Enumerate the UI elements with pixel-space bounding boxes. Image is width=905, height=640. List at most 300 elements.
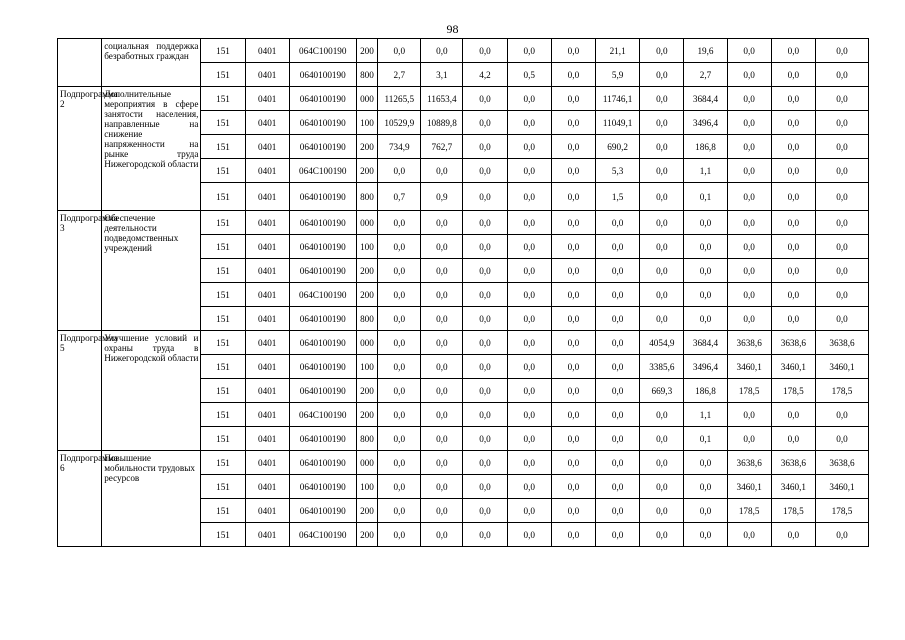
value-cell: 0,0	[507, 183, 551, 211]
value-cell: 0,0	[378, 523, 421, 547]
value-cell: 0,0	[463, 159, 507, 183]
value-cell: 3460,1	[771, 355, 815, 379]
code-cell: 0401	[245, 63, 289, 87]
value-cell: 2,7	[684, 63, 727, 87]
value-cell: 0,0	[727, 307, 771, 331]
value-cell: 0,0	[640, 475, 684, 499]
value-cell: 0,0	[507, 451, 551, 475]
value-cell: 4054,9	[640, 331, 684, 355]
value-cell: 0,0	[815, 159, 868, 183]
value-cell: 0,0	[771, 39, 815, 63]
value-cell: 0,0	[815, 183, 868, 211]
value-cell: 0,0	[771, 283, 815, 307]
code-cell: 0640100190	[289, 63, 356, 87]
value-cell: 0,0	[815, 523, 868, 547]
value-cell: 0,0	[463, 475, 507, 499]
code-cell: 100	[356, 235, 378, 259]
value-cell: 0,0	[507, 355, 551, 379]
code-cell: 000	[356, 87, 378, 111]
value-cell: 0,0	[551, 39, 595, 63]
value-cell: 0,0	[727, 235, 771, 259]
code-cell: 0401	[245, 523, 289, 547]
value-cell: 0,0	[640, 307, 684, 331]
value-cell: 0,0	[378, 475, 421, 499]
value-cell: 0,0	[463, 331, 507, 355]
value-cell: 1,1	[684, 403, 727, 427]
value-cell: 3385,6	[640, 355, 684, 379]
value-cell: 3638,6	[771, 451, 815, 475]
value-cell: 0,0	[378, 331, 421, 355]
code-cell: 0640100190	[289, 451, 356, 475]
value-cell: 11653,4	[421, 87, 463, 111]
code-cell: 0640100190	[289, 235, 356, 259]
value-cell: 3460,1	[815, 355, 868, 379]
code-cell: 0401	[245, 475, 289, 499]
value-cell: 11746,1	[596, 87, 640, 111]
code-cell: 0640100190	[289, 355, 356, 379]
value-cell: 0,0	[596, 283, 640, 307]
value-cell: 0,0	[507, 235, 551, 259]
code-cell: 151	[201, 211, 245, 235]
value-cell: 0,0	[727, 183, 771, 211]
value-cell: 0,0	[463, 355, 507, 379]
value-cell: 3638,6	[727, 451, 771, 475]
value-cell: 11049,1	[596, 111, 640, 135]
value-cell: 0,0	[551, 235, 595, 259]
value-cell: 0,0	[640, 63, 684, 87]
value-cell: 0,0	[421, 499, 463, 523]
value-cell: 0,0	[463, 235, 507, 259]
code-cell: 0401	[245, 39, 289, 63]
value-cell: 0,0	[815, 427, 868, 451]
value-cell: 0,0	[507, 159, 551, 183]
code-cell: 0401	[245, 499, 289, 523]
value-cell: 0,0	[815, 63, 868, 87]
value-cell: 734,9	[378, 135, 421, 159]
value-cell: 0,0	[727, 159, 771, 183]
value-cell: 0,0	[463, 451, 507, 475]
value-cell: 0,0	[551, 307, 595, 331]
value-cell: 3460,1	[815, 475, 868, 499]
value-cell: 0,0	[771, 259, 815, 283]
code-cell: 151	[201, 135, 245, 159]
value-cell: 0,0	[551, 355, 595, 379]
value-cell: 10529,9	[378, 111, 421, 135]
value-cell: 0,0	[727, 403, 771, 427]
value-cell: 0,0	[596, 403, 640, 427]
code-cell: 151	[201, 475, 245, 499]
value-cell: 178,5	[815, 499, 868, 523]
value-cell: 0,0	[684, 259, 727, 283]
value-cell: 0,0	[421, 307, 463, 331]
value-cell: 0,0	[815, 211, 868, 235]
value-cell: 0,0	[815, 39, 868, 63]
code-cell: 100	[356, 111, 378, 135]
code-cell: 200	[356, 259, 378, 283]
value-cell: 0,0	[463, 427, 507, 451]
value-cell: 0,0	[815, 87, 868, 111]
value-cell: 0,0	[507, 331, 551, 355]
code-cell: 0401	[245, 307, 289, 331]
table-row	[58, 211, 869, 235]
value-cell: 0,0	[507, 499, 551, 523]
value-cell: 0,0	[815, 307, 868, 331]
value-cell: 0,0	[815, 235, 868, 259]
value-cell: 0,0	[640, 259, 684, 283]
value-cell: 0,0	[551, 135, 595, 159]
value-cell: 3496,4	[684, 355, 727, 379]
value-cell: 5,3	[596, 159, 640, 183]
value-cell: 0,0	[421, 39, 463, 63]
code-cell: 151	[201, 259, 245, 283]
description-cell: Повышение мобильности трудовых ресурсов	[102, 451, 201, 547]
value-cell: 0,1	[684, 427, 727, 451]
value-cell: 0,0	[378, 211, 421, 235]
value-cell: 186,8	[684, 135, 727, 159]
value-cell: 0,0	[640, 135, 684, 159]
value-cell: 178,5	[771, 499, 815, 523]
code-cell: 0401	[245, 379, 289, 403]
value-cell: 0,0	[640, 403, 684, 427]
value-cell: 0,0	[771, 523, 815, 547]
code-cell: 0640100190	[289, 427, 356, 451]
code-cell: 0640100190	[289, 211, 356, 235]
value-cell: 0,0	[551, 87, 595, 111]
value-cell: 0,0	[684, 235, 727, 259]
value-cell: 0,0	[421, 379, 463, 403]
code-cell: 0401	[245, 259, 289, 283]
code-cell: 064С100190	[289, 523, 356, 547]
value-cell: 0,0	[684, 211, 727, 235]
value-cell: 0,0	[463, 283, 507, 307]
value-cell: 0,0	[463, 87, 507, 111]
value-cell: 0,0	[551, 499, 595, 523]
value-cell: 178,5	[727, 499, 771, 523]
value-cell: 0,0	[727, 39, 771, 63]
table-row	[58, 39, 869, 63]
code-cell: 200	[356, 283, 378, 307]
value-cell: 3638,6	[815, 451, 868, 475]
value-cell: 0,0	[507, 379, 551, 403]
code-cell: 151	[201, 159, 245, 183]
table-row	[58, 451, 869, 475]
code-cell: 0401	[245, 135, 289, 159]
code-cell: 200	[356, 379, 378, 403]
value-cell: 0,0	[771, 87, 815, 111]
value-cell: 0,0	[771, 403, 815, 427]
code-cell: 0401	[245, 211, 289, 235]
code-cell: 064С100190	[289, 39, 356, 63]
code-cell: 200	[356, 403, 378, 427]
code-cell: 200	[356, 499, 378, 523]
value-cell: 0,0	[507, 259, 551, 283]
code-cell: 151	[201, 111, 245, 135]
value-cell: 3684,4	[684, 87, 727, 111]
subprogram-cell: Подпрограмма 6	[58, 451, 102, 547]
value-cell: 0,0	[596, 355, 640, 379]
value-cell: 0,0	[727, 135, 771, 159]
value-cell: 0,0	[551, 183, 595, 211]
code-cell: 0640100190	[289, 259, 356, 283]
value-cell: 0,0	[815, 135, 868, 159]
code-cell: 0640100190	[289, 307, 356, 331]
value-cell: 0,0	[596, 475, 640, 499]
value-cell: 0,0	[551, 379, 595, 403]
code-cell: 151	[201, 403, 245, 427]
code-cell: 151	[201, 523, 245, 547]
budget-table	[57, 38, 869, 547]
value-cell: 0,1	[684, 183, 727, 211]
code-cell: 0640100190	[289, 475, 356, 499]
value-cell: 0,0	[640, 451, 684, 475]
code-cell: 151	[201, 39, 245, 63]
value-cell: 0,0	[421, 523, 463, 547]
value-cell: 0,0	[551, 523, 595, 547]
value-cell: 0,0	[551, 63, 595, 87]
value-cell: 0,0	[771, 235, 815, 259]
value-cell: 0,0	[507, 135, 551, 159]
value-cell: 1,1	[684, 159, 727, 183]
value-cell: 0,0	[507, 523, 551, 547]
code-cell: 800	[356, 307, 378, 331]
value-cell: 0,0	[378, 355, 421, 379]
value-cell: 0,0	[551, 403, 595, 427]
value-cell: 0,0	[596, 259, 640, 283]
code-cell: 151	[201, 451, 245, 475]
value-cell: 0,0	[463, 523, 507, 547]
value-cell: 19,6	[684, 39, 727, 63]
value-cell: 0,0	[815, 283, 868, 307]
value-cell: 0,0	[771, 63, 815, 87]
value-cell: 0,0	[551, 111, 595, 135]
value-cell: 3496,4	[684, 111, 727, 135]
value-cell: 3460,1	[771, 475, 815, 499]
value-cell: 0,0	[596, 307, 640, 331]
value-cell: 21,1	[596, 39, 640, 63]
value-cell: 178,5	[815, 379, 868, 403]
value-cell: 0,0	[551, 451, 595, 475]
value-cell: 0,5	[507, 63, 551, 87]
code-cell: 0401	[245, 403, 289, 427]
value-cell: 0,0	[507, 307, 551, 331]
code-cell: 000	[356, 451, 378, 475]
value-cell: 0,0	[507, 475, 551, 499]
table-row	[58, 87, 869, 111]
code-cell: 0640100190	[289, 183, 356, 211]
code-cell: 0640100190	[289, 87, 356, 111]
value-cell: 0,7	[378, 183, 421, 211]
value-cell: 0,0	[596, 451, 640, 475]
value-cell: 0,0	[727, 87, 771, 111]
code-cell: 0401	[245, 87, 289, 111]
value-cell: 10889,8	[421, 111, 463, 135]
value-cell: 0,0	[684, 499, 727, 523]
value-cell: 0,0	[640, 283, 684, 307]
code-cell: 151	[201, 379, 245, 403]
value-cell: 0,0	[378, 235, 421, 259]
value-cell: 0,0	[771, 183, 815, 211]
value-cell: 0,0	[378, 39, 421, 63]
value-cell: 0,0	[596, 235, 640, 259]
code-cell: 0640100190	[289, 135, 356, 159]
value-cell: 0,0	[727, 111, 771, 135]
value-cell: 0,0	[421, 355, 463, 379]
value-cell: 3684,4	[684, 331, 727, 355]
subprogram-cell	[58, 39, 102, 87]
value-cell: 0,0	[378, 499, 421, 523]
value-cell: 0,0	[771, 211, 815, 235]
value-cell: 0,0	[507, 403, 551, 427]
code-cell: 0401	[245, 235, 289, 259]
value-cell: 178,5	[727, 379, 771, 403]
value-cell: 690,2	[596, 135, 640, 159]
value-cell: 0,0	[727, 63, 771, 87]
value-cell: 3460,1	[727, 355, 771, 379]
code-cell: 151	[201, 183, 245, 211]
value-cell: 0,0	[463, 211, 507, 235]
value-cell: 0,0	[640, 111, 684, 135]
value-cell: 0,0	[640, 183, 684, 211]
value-cell: 0,0	[378, 403, 421, 427]
code-cell: 100	[356, 355, 378, 379]
code-cell: 064С100190	[289, 403, 356, 427]
code-cell: 151	[201, 307, 245, 331]
subprogram-cell: Подпрограмма 3	[58, 211, 102, 331]
value-cell: 0,0	[551, 283, 595, 307]
value-cell: 0,0	[551, 211, 595, 235]
value-cell: 0,0	[815, 111, 868, 135]
value-cell: 5,9	[596, 63, 640, 87]
value-cell: 0,0	[421, 331, 463, 355]
value-cell: 0,9	[421, 183, 463, 211]
description-cell: социальная поддержка безработных граждан	[102, 39, 201, 87]
value-cell: 0,0	[378, 283, 421, 307]
value-cell: 3638,6	[815, 331, 868, 355]
value-cell: 0,0	[727, 523, 771, 547]
code-cell: 200	[356, 523, 378, 547]
value-cell: 0,0	[463, 499, 507, 523]
code-cell: 064С100190	[289, 159, 356, 183]
value-cell: 0,0	[640, 211, 684, 235]
value-cell: 0,0	[421, 211, 463, 235]
value-cell: 4,2	[463, 63, 507, 87]
value-cell: 0,0	[421, 283, 463, 307]
value-cell: 0,0	[551, 475, 595, 499]
value-cell: 0,0	[507, 111, 551, 135]
value-cell: 0,0	[463, 307, 507, 331]
value-cell: 0,0	[727, 427, 771, 451]
code-cell: 200	[356, 135, 378, 159]
value-cell: 3460,1	[727, 475, 771, 499]
subprogram-cell: Подпрограмма 2	[58, 87, 102, 211]
value-cell: 0,0	[421, 235, 463, 259]
value-cell: 0,0	[507, 39, 551, 63]
code-cell: 151	[201, 355, 245, 379]
value-cell: 0,0	[771, 135, 815, 159]
value-cell: 3638,6	[771, 331, 815, 355]
code-cell: 0401	[245, 111, 289, 135]
code-cell: 100	[356, 475, 378, 499]
value-cell: 0,0	[378, 451, 421, 475]
code-cell: 0401	[245, 283, 289, 307]
subprogram-cell: Подпрограмма 5	[58, 331, 102, 451]
value-cell: 178,5	[771, 379, 815, 403]
value-cell: 0,0	[378, 259, 421, 283]
code-cell: 200	[356, 39, 378, 63]
code-cell: 0640100190	[289, 111, 356, 135]
value-cell: 3638,6	[727, 331, 771, 355]
value-cell: 0,0	[551, 259, 595, 283]
value-cell: 0,0	[640, 39, 684, 63]
value-cell: 0,0	[640, 427, 684, 451]
value-cell: 0,0	[684, 523, 727, 547]
value-cell: 0,0	[596, 331, 640, 355]
value-cell: 0,0	[640, 499, 684, 523]
code-cell: 0640100190	[289, 331, 356, 355]
value-cell: 0,0	[640, 87, 684, 111]
code-cell: 0401	[245, 159, 289, 183]
code-cell: 151	[201, 427, 245, 451]
value-cell: 0,0	[551, 427, 595, 451]
description-cell: Улучшение условий и охраны труда в Нижегородской области	[102, 331, 201, 451]
value-cell: 186,8	[684, 379, 727, 403]
value-cell: 0,0	[640, 523, 684, 547]
value-cell: 1,5	[596, 183, 640, 211]
value-cell: 0,0	[815, 403, 868, 427]
value-cell: 0,0	[684, 475, 727, 499]
value-cell: 0,0	[596, 499, 640, 523]
code-cell: 0401	[245, 451, 289, 475]
value-cell: 0,0	[596, 523, 640, 547]
code-cell: 151	[201, 63, 245, 87]
description-cell: Дополнительные мероприятия в сфере занятости населения, направленные на снижение напряженности на рынке труда Нижегородской области	[102, 87, 201, 211]
value-cell: 0,0	[421, 159, 463, 183]
code-cell: 064С100190	[289, 283, 356, 307]
code-cell: 151	[201, 87, 245, 111]
value-cell: 762,7	[421, 135, 463, 159]
value-cell: 2,7	[378, 63, 421, 87]
value-cell: 11265,5	[378, 87, 421, 111]
value-cell: 0,0	[727, 283, 771, 307]
code-cell: 151	[201, 235, 245, 259]
value-cell: 0,0	[378, 307, 421, 331]
code-cell: 0401	[245, 427, 289, 451]
value-cell: 0,0	[727, 259, 771, 283]
value-cell: 0,0	[640, 235, 684, 259]
value-cell: 0,0	[596, 211, 640, 235]
value-cell: 669,3	[640, 379, 684, 403]
code-cell: 000	[356, 211, 378, 235]
value-cell: 0,0	[421, 475, 463, 499]
value-cell: 0,0	[421, 403, 463, 427]
value-cell: 0,0	[507, 211, 551, 235]
value-cell: 0,0	[507, 87, 551, 111]
value-cell: 0,0	[815, 259, 868, 283]
value-cell: 0,0	[463, 135, 507, 159]
value-cell: 0,0	[771, 307, 815, 331]
code-cell: 0401	[245, 331, 289, 355]
code-cell: 151	[201, 331, 245, 355]
value-cell: 0,0	[727, 211, 771, 235]
value-cell: 0,0	[378, 159, 421, 183]
value-cell: 0,0	[421, 451, 463, 475]
code-cell: 800	[356, 183, 378, 211]
code-cell: 000	[356, 331, 378, 355]
code-cell: 151	[201, 499, 245, 523]
code-cell: 0640100190	[289, 499, 356, 523]
value-cell: 0,0	[684, 307, 727, 331]
code-cell: 151	[201, 283, 245, 307]
